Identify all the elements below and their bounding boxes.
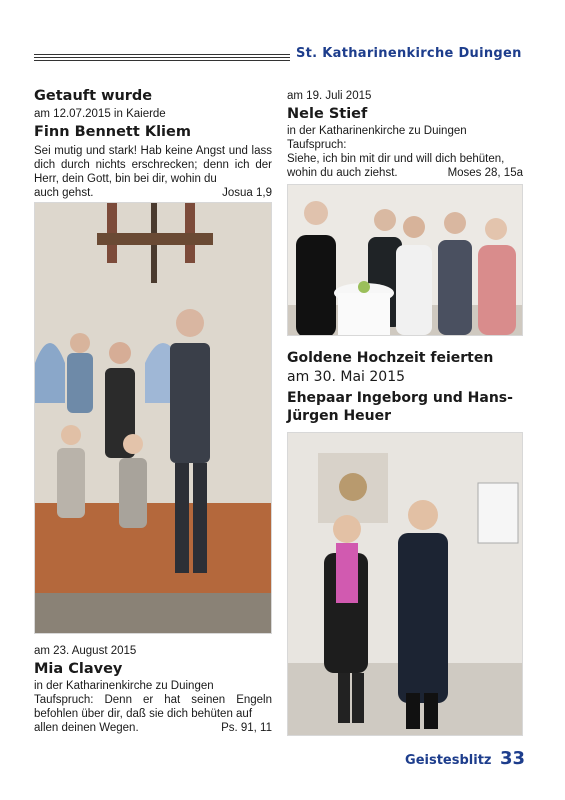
baptism-date: am 12.07.2015 in Kaierde (34, 108, 166, 120)
couple-illustration (288, 433, 523, 736)
verse-reference: Josua 1,9 (222, 187, 272, 199)
magazine-name: Geistesblitz (405, 753, 492, 768)
baptism-verse-end: wohin du auch ziehst. (287, 167, 398, 179)
baptism-verse-end-line (34, 186, 272, 200)
baptism-date: am 19. Juli 2015 (287, 90, 372, 102)
baptism-verse-end-line (34, 721, 272, 735)
baptism-photo-nele (287, 184, 523, 336)
baptism-verse: Taufspruch: Denn er hat seinen Engeln befohlen über dir, daß sie dich behüten auf (34, 694, 272, 720)
baptism-verse: Siehe, ich bin mit dir und will dich behüten, (287, 153, 505, 165)
page-footer (405, 748, 525, 769)
header-rule (34, 54, 290, 61)
baptism-date: am 23. August 2015 (34, 645, 137, 657)
golden-wedding-date: am 30. Mai 2015 (287, 369, 406, 385)
baptism-finn-section (34, 87, 272, 200)
verse-reference: Ps. 91, 11 (221, 722, 272, 734)
golden-wedding-section (287, 349, 523, 425)
baptism-name: Finn Bennett Kliem (34, 124, 191, 140)
baptism-verse-end: auch gehst. (34, 187, 94, 199)
baptism-location: in der Katharinenkirche zu Duingen (34, 680, 214, 692)
golden-wedding-photo (287, 432, 523, 736)
baptism-verse: Sei mutig und stark! Hab keine Angst und lass dich durch nichts erschrecken; denn ich der Herr, dein Gott, bin bei dir, wohin du (34, 145, 272, 185)
baptism-mia-section (34, 644, 272, 735)
church-interior-illustration (35, 203, 272, 634)
baptism-name: Nele Stief (287, 106, 368, 122)
baptism-verse-end-line (287, 166, 523, 180)
section-heading: Getauft wurde (34, 88, 153, 104)
baptism-group-illustration (288, 185, 523, 336)
golden-wedding-couple: Ehepaar Ingeborg und Hans-Jürgen Heuer (287, 390, 513, 424)
baptism-verse-label: Taufspruch: (287, 139, 347, 151)
baptism-nele-section (287, 89, 523, 180)
page-header-title: St. Katharinenkirche Duingen (296, 46, 522, 61)
verse-reference: Moses 28, 15a (447, 167, 523, 179)
page-number: 33 (499, 748, 525, 769)
golden-wedding-heading: Goldene Hochzeit feierten (287, 350, 494, 366)
baptism-name: Mia Clavey (34, 661, 123, 677)
baptism-verse-end: allen deinen Wegen. (34, 722, 139, 734)
baptism-location: in der Katharinenkirche zu Duingen (287, 125, 467, 137)
baptism-photo-finn (34, 202, 272, 634)
